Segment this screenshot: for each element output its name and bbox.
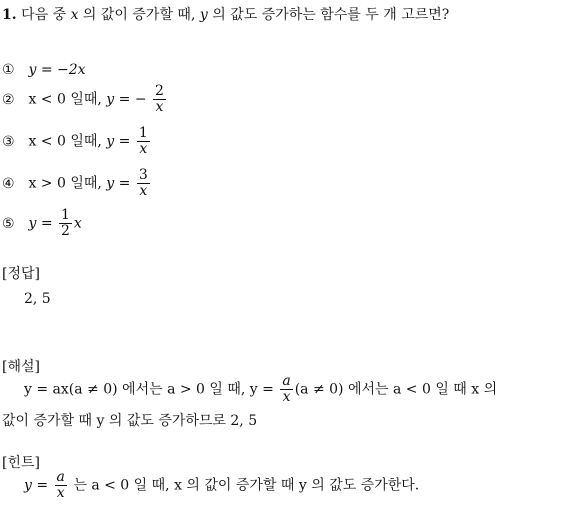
fraction-denominator: x: [139, 141, 148, 157]
option-fraction: [153, 84, 166, 115]
option-2: [2, 84, 168, 115]
fraction-numerator: a: [56, 469, 65, 485]
hint-line: [24, 470, 419, 501]
fraction-denominator: x: [282, 389, 291, 405]
question-text-a: 다음 중: [21, 7, 67, 23]
fraction-numerator: 1: [138, 125, 148, 141]
explanation-label: [해설]: [2, 359, 40, 375]
option-fraction: [59, 208, 72, 239]
explanation-part-2: (a ≠ 0) 에서는 a < 0 일 때 x 의: [294, 381, 498, 398]
option-1: [2, 62, 86, 78]
option-lhs: y = −: [106, 91, 147, 108]
option-condition: x < 0 일때,: [28, 133, 102, 150]
option-5: [2, 208, 82, 239]
option-4: [2, 168, 152, 199]
fraction-denominator: x: [155, 99, 164, 115]
answer-value: 2, 5: [24, 291, 51, 307]
option-lhs: y =: [106, 133, 131, 150]
question-text-b: 의 값이 증가할 때,: [82, 7, 196, 23]
explanation-fraction: [280, 374, 292, 405]
fraction-numerator: 3: [138, 167, 148, 183]
hint-rest: 는 a < 0 일 때, x 의 값이 증가할 때 y 의 값도 증가한다.: [73, 477, 420, 494]
option-fraction: [137, 126, 150, 157]
fraction-denominator: 2: [61, 223, 70, 239]
fraction-numerator: a: [282, 373, 291, 389]
option-condition: x > 0 일때,: [28, 175, 102, 192]
question-var-x: x: [70, 7, 79, 23]
fraction-denominator: x: [139, 183, 148, 199]
hint-fraction: [55, 470, 67, 501]
question-var-y: y: [199, 7, 208, 23]
question: [2, 4, 449, 24]
option-marker: ①: [2, 62, 15, 78]
option-fraction: [137, 168, 150, 199]
hint-lhs: y =: [24, 477, 49, 494]
answer-label: [정답]: [2, 266, 40, 282]
option-marker: ②: [2, 91, 15, 108]
fraction-denominator: x: [56, 485, 65, 501]
option-suffix: x: [73, 215, 82, 232]
option-expression: y = −2x: [28, 62, 86, 78]
explanation-part-1: y = ax(a ≠ 0) 에서는 a > 0 일 때, y =: [24, 381, 274, 398]
option-marker: ③: [2, 133, 15, 150]
option-condition: x < 0 일때,: [28, 91, 102, 108]
fraction-numerator: 2: [155, 83, 164, 99]
option-lhs: y =: [28, 215, 53, 232]
option-marker: ④: [2, 175, 15, 192]
explanation-line-2: 값이 증가할 때 y 의 값도 증가하므로 2, 5: [2, 413, 258, 429]
hint-label: [힌트]: [2, 455, 40, 471]
option-3: [2, 126, 152, 157]
explanation-line-1: [24, 374, 497, 405]
question-text-c: 의 값도 증가하는 함수를 두 개 고르면?: [212, 7, 450, 23]
option-marker: ⑤: [2, 215, 15, 232]
fraction-numerator: 1: [61, 207, 70, 223]
option-lhs: y =: [106, 175, 131, 192]
question-number: 1.: [2, 7, 17, 23]
